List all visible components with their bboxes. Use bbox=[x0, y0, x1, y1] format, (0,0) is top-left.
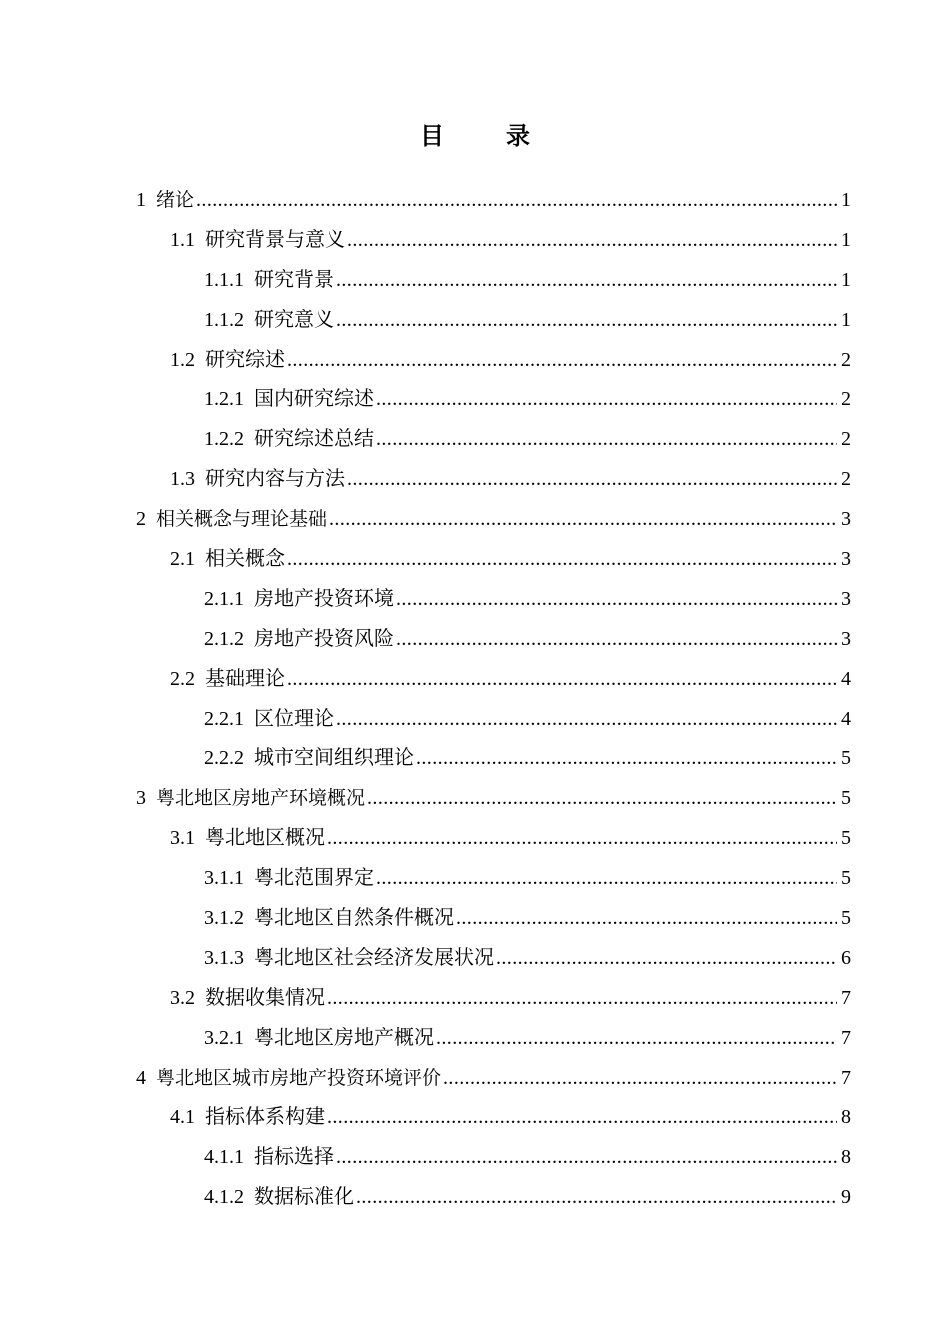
toc-entry-number: 4.1.2 bbox=[204, 1186, 244, 1209]
toc-entry-number: 1.2.1 bbox=[204, 388, 244, 411]
toc-entry-number: 3.1.1 bbox=[204, 867, 244, 890]
toc-entry-number: 3.1.3 bbox=[204, 946, 244, 969]
dot-leader bbox=[496, 939, 837, 979]
toc-entry[interactable] bbox=[136, 341, 851, 381]
toc-entry[interactable] bbox=[136, 859, 851, 899]
toc-entry[interactable] bbox=[136, 1138, 851, 1178]
toc-entry-number: 2 bbox=[136, 508, 146, 531]
dot-leader bbox=[196, 181, 837, 221]
toc-entry[interactable] bbox=[136, 580, 851, 620]
toc-entry-title: 研究背景与意义 bbox=[205, 228, 345, 251]
toc-entry[interactable] bbox=[136, 660, 851, 700]
toc-title-char: 录 bbox=[506, 122, 530, 150]
toc-entry-number: 2.1.2 bbox=[204, 627, 244, 650]
toc-entry[interactable] bbox=[136, 460, 851, 500]
toc-entry-page-number: 5 bbox=[841, 827, 851, 850]
toc-entry-title: 国内研究综述 bbox=[254, 388, 374, 411]
toc-entry-number: 4 bbox=[136, 1066, 146, 1089]
dot-leader bbox=[327, 819, 837, 859]
toc-entry-number: 3.2.1 bbox=[204, 1026, 244, 1049]
toc-entry-title: 房地产投资环境 bbox=[254, 587, 394, 610]
dot-leader bbox=[376, 859, 837, 899]
toc-entry-page-number: 7 bbox=[841, 1066, 851, 1089]
toc-entry[interactable] bbox=[136, 1059, 851, 1099]
toc-entry-number: 1.3 bbox=[170, 468, 195, 491]
toc-entry-title: 粤北地区社会经济发展状况 bbox=[254, 946, 494, 969]
toc-entry[interactable] bbox=[136, 500, 851, 540]
toc-entry-title: 粤北地区概况 bbox=[205, 827, 325, 850]
toc-entry[interactable] bbox=[136, 1178, 851, 1218]
toc-entry[interactable] bbox=[136, 620, 851, 660]
dot-leader bbox=[347, 460, 837, 500]
toc-entry[interactable] bbox=[136, 1019, 851, 1059]
toc-entry-title: 数据标准化 bbox=[254, 1186, 354, 1209]
toc-entry-number: 4.1 bbox=[170, 1106, 195, 1129]
toc-title bbox=[0, 118, 950, 154]
toc-entry[interactable] bbox=[136, 779, 851, 819]
toc-entry-number: 2.2 bbox=[170, 667, 195, 690]
toc-entry-number: 1.1 bbox=[170, 228, 195, 251]
toc-entry-title: 基础理论 bbox=[205, 667, 285, 690]
toc-entry-page-number: 4 bbox=[841, 667, 851, 690]
toc-entry[interactable] bbox=[136, 899, 851, 939]
toc-entry-number: 1 bbox=[136, 189, 146, 211]
toc-entry-number: 3.1 bbox=[170, 827, 195, 850]
toc-entry-title: 粤北地区房地产环境概况 bbox=[156, 787, 366, 810]
dot-leader bbox=[336, 1138, 837, 1178]
toc-entry-title: 相关概念与理论基础 bbox=[156, 508, 328, 531]
toc-entry-page-number: 4 bbox=[841, 707, 851, 730]
toc-entry[interactable] bbox=[136, 939, 851, 979]
toc-entry-title: 绪论 bbox=[156, 189, 195, 211]
toc-entry-title: 粤北地区房地产概况 bbox=[254, 1026, 434, 1049]
dot-leader bbox=[376, 420, 837, 460]
toc-entry-title: 研究综述 bbox=[205, 348, 285, 371]
toc-entry[interactable] bbox=[136, 739, 851, 779]
toc-entry-number: 2.2.2 bbox=[204, 747, 244, 770]
dot-leader bbox=[336, 261, 837, 301]
toc-entry-page-number: 3 bbox=[841, 548, 851, 571]
toc-entry-title: 研究意义 bbox=[254, 308, 334, 331]
toc-entry[interactable] bbox=[136, 420, 851, 460]
toc-entry-page-number: 3 bbox=[841, 587, 851, 610]
toc-entry-number: 1.2 bbox=[170, 348, 195, 371]
toc-entry[interactable] bbox=[136, 261, 851, 301]
dot-leader bbox=[396, 580, 837, 620]
toc-entry-page-number: 5 bbox=[841, 907, 851, 930]
toc-entry-page-number: 5 bbox=[841, 867, 851, 890]
toc-entry-number: 1.1.2 bbox=[204, 308, 244, 331]
toc-entry-page-number: 2 bbox=[841, 428, 851, 451]
toc-entry-title: 指标选择 bbox=[254, 1146, 334, 1169]
toc-entry-title: 研究综述总结 bbox=[254, 428, 374, 451]
toc-entry-title: 粤北地区城市房地产投资环境评价 bbox=[156, 1066, 442, 1089]
toc-entry-title: 粤北范围界定 bbox=[254, 867, 374, 890]
dot-leader bbox=[367, 779, 837, 819]
toc-entry-number: 2.2.1 bbox=[204, 707, 244, 730]
dot-leader bbox=[456, 899, 837, 939]
dot-leader bbox=[443, 1059, 837, 1099]
toc-entry-number: 2.1 bbox=[170, 548, 195, 571]
toc-entry-number: 1.2.2 bbox=[204, 428, 244, 451]
toc-entry-page-number: 9 bbox=[841, 1186, 851, 1209]
toc-entry-page-number: 1 bbox=[841, 228, 851, 251]
dot-leader bbox=[436, 1019, 837, 1059]
toc-entry-page-number: 1 bbox=[841, 189, 851, 211]
toc-entry[interactable] bbox=[136, 181, 851, 221]
toc-entry[interactable] bbox=[136, 819, 851, 859]
toc-entry-number: 1.1.1 bbox=[204, 268, 244, 291]
toc-entry-page-number: 2 bbox=[841, 468, 851, 491]
dot-leader bbox=[356, 1178, 837, 1218]
toc-entry[interactable] bbox=[136, 700, 851, 740]
toc-entry-title: 城市空间组织理论 bbox=[254, 747, 414, 770]
toc-entry-number: 4.1.1 bbox=[204, 1146, 244, 1169]
toc-entry-page-number: 7 bbox=[841, 1026, 851, 1049]
toc-entry-title: 研究背景 bbox=[254, 268, 334, 291]
toc-entry-title: 相关概念 bbox=[205, 548, 285, 571]
toc-entry-title: 指标体系构建 bbox=[205, 1106, 325, 1129]
toc-entry-title: 区位理论 bbox=[254, 707, 334, 730]
dot-leader bbox=[376, 380, 837, 420]
toc-entry-title: 房地产投资风险 bbox=[254, 627, 394, 650]
toc-entry-page-number: 2 bbox=[841, 348, 851, 371]
toc-entry-page-number: 8 bbox=[841, 1106, 851, 1129]
toc-entry[interactable] bbox=[136, 979, 851, 1019]
toc-entry-page-number: 2 bbox=[841, 388, 851, 411]
toc-entry[interactable] bbox=[136, 221, 851, 261]
dot-leader bbox=[416, 739, 837, 779]
toc-entry-page-number: 3 bbox=[841, 627, 851, 650]
dot-leader bbox=[336, 700, 837, 740]
toc-entry-page-number: 1 bbox=[841, 308, 851, 331]
dot-leader bbox=[329, 500, 837, 540]
toc-entry[interactable] bbox=[136, 380, 851, 420]
dot-leader bbox=[287, 341, 837, 381]
dot-leader bbox=[347, 221, 837, 261]
dot-leader bbox=[287, 660, 837, 700]
toc-entry-page-number: 5 bbox=[841, 787, 851, 810]
dot-leader bbox=[327, 979, 837, 1019]
toc-entry-page-number: 1 bbox=[841, 268, 851, 291]
toc-entry[interactable] bbox=[136, 540, 851, 580]
dot-leader bbox=[287, 540, 837, 580]
toc-entry-title: 数据收集情况 bbox=[205, 986, 325, 1009]
toc-list bbox=[136, 181, 851, 1218]
toc-entry-title: 粤北地区自然条件概况 bbox=[254, 907, 454, 930]
dot-leader bbox=[336, 301, 837, 341]
toc-entry[interactable] bbox=[136, 301, 851, 341]
toc-entry-number: 3.2 bbox=[170, 986, 195, 1009]
toc-entry-number: 3.1.2 bbox=[204, 907, 244, 930]
toc-entry-page-number: 5 bbox=[841, 747, 851, 770]
dot-leader bbox=[327, 1098, 837, 1138]
toc-entry-page-number: 8 bbox=[841, 1146, 851, 1169]
toc-entry-page-number: 3 bbox=[841, 508, 851, 531]
toc-entry-number: 2.1.1 bbox=[204, 587, 244, 610]
toc-entry-page-number: 7 bbox=[841, 986, 851, 1009]
toc-title-char: 目 bbox=[420, 122, 444, 150]
dot-leader bbox=[396, 620, 837, 660]
toc-entry-title: 研究内容与方法 bbox=[205, 468, 345, 491]
toc-entry-page-number: 6 bbox=[841, 946, 851, 969]
toc-entry[interactable] bbox=[136, 1098, 851, 1138]
toc-entry-number: 3 bbox=[136, 787, 146, 810]
